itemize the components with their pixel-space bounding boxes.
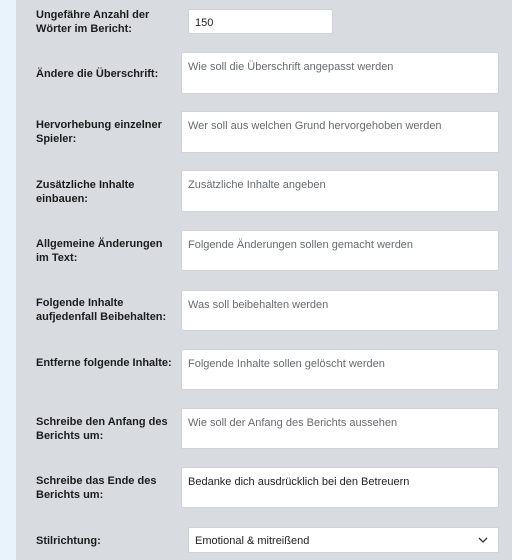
style-select[interactable] xyxy=(188,527,499,553)
style-selected-value: Emotional & mitreißend xyxy=(195,535,310,547)
highlight-players-label: Hervorhebung einzelner Spieler: xyxy=(36,119,162,145)
style-label: Stilrichtung: xyxy=(36,535,101,547)
headline-textarea[interactable]: Wie soll die Überschrift angepasst werden xyxy=(181,52,499,94)
headline-label: Ändere die Überschrift: xyxy=(36,68,159,80)
word-count-input[interactable]: 150 xyxy=(188,9,333,34)
rewrite-start-textarea[interactable]: Wie soll der Anfang des Berichts aussehen xyxy=(181,408,499,449)
additional-content-textarea[interactable]: Zusätzliche Inhalte angeben xyxy=(181,170,499,212)
general-changes-label: Allgemeine Änderungen im Text: xyxy=(36,238,163,264)
chevron-down-icon xyxy=(478,535,488,545)
rewrite-end-label: Schreibe das Ende des Berichts um: xyxy=(36,475,157,501)
page-left-strip xyxy=(0,0,16,560)
rewrite-end-textarea[interactable]: Bedanke dich ausdrücklich bei den Betreuern xyxy=(181,467,499,508)
remove-content-textarea[interactable]: Folgende Inhalte sollen gelöscht werden xyxy=(181,349,499,390)
highlight-players-textarea[interactable]: Wer soll aus welchen Grund hervorgehoben werden xyxy=(181,111,499,153)
keep-content-label: Folgende Inhalte aufjedenfall Beibehalten: xyxy=(36,297,167,323)
rewrite-start-label: Schreibe den Anfang des Berichts um: xyxy=(36,416,168,442)
additional-content-label: Zusätzliche Inhalte einbauen: xyxy=(36,179,135,205)
remove-content-label: Entferne folgende Inhalte: xyxy=(36,357,172,369)
keep-content-textarea[interactable]: Was soll beibehalten werden xyxy=(181,290,499,331)
word-count-label: Ungefähre Anzahl der Wörter im Bericht: xyxy=(36,9,150,35)
general-changes-textarea[interactable]: Folgende Änderungen sollen gemacht werden xyxy=(181,230,499,271)
